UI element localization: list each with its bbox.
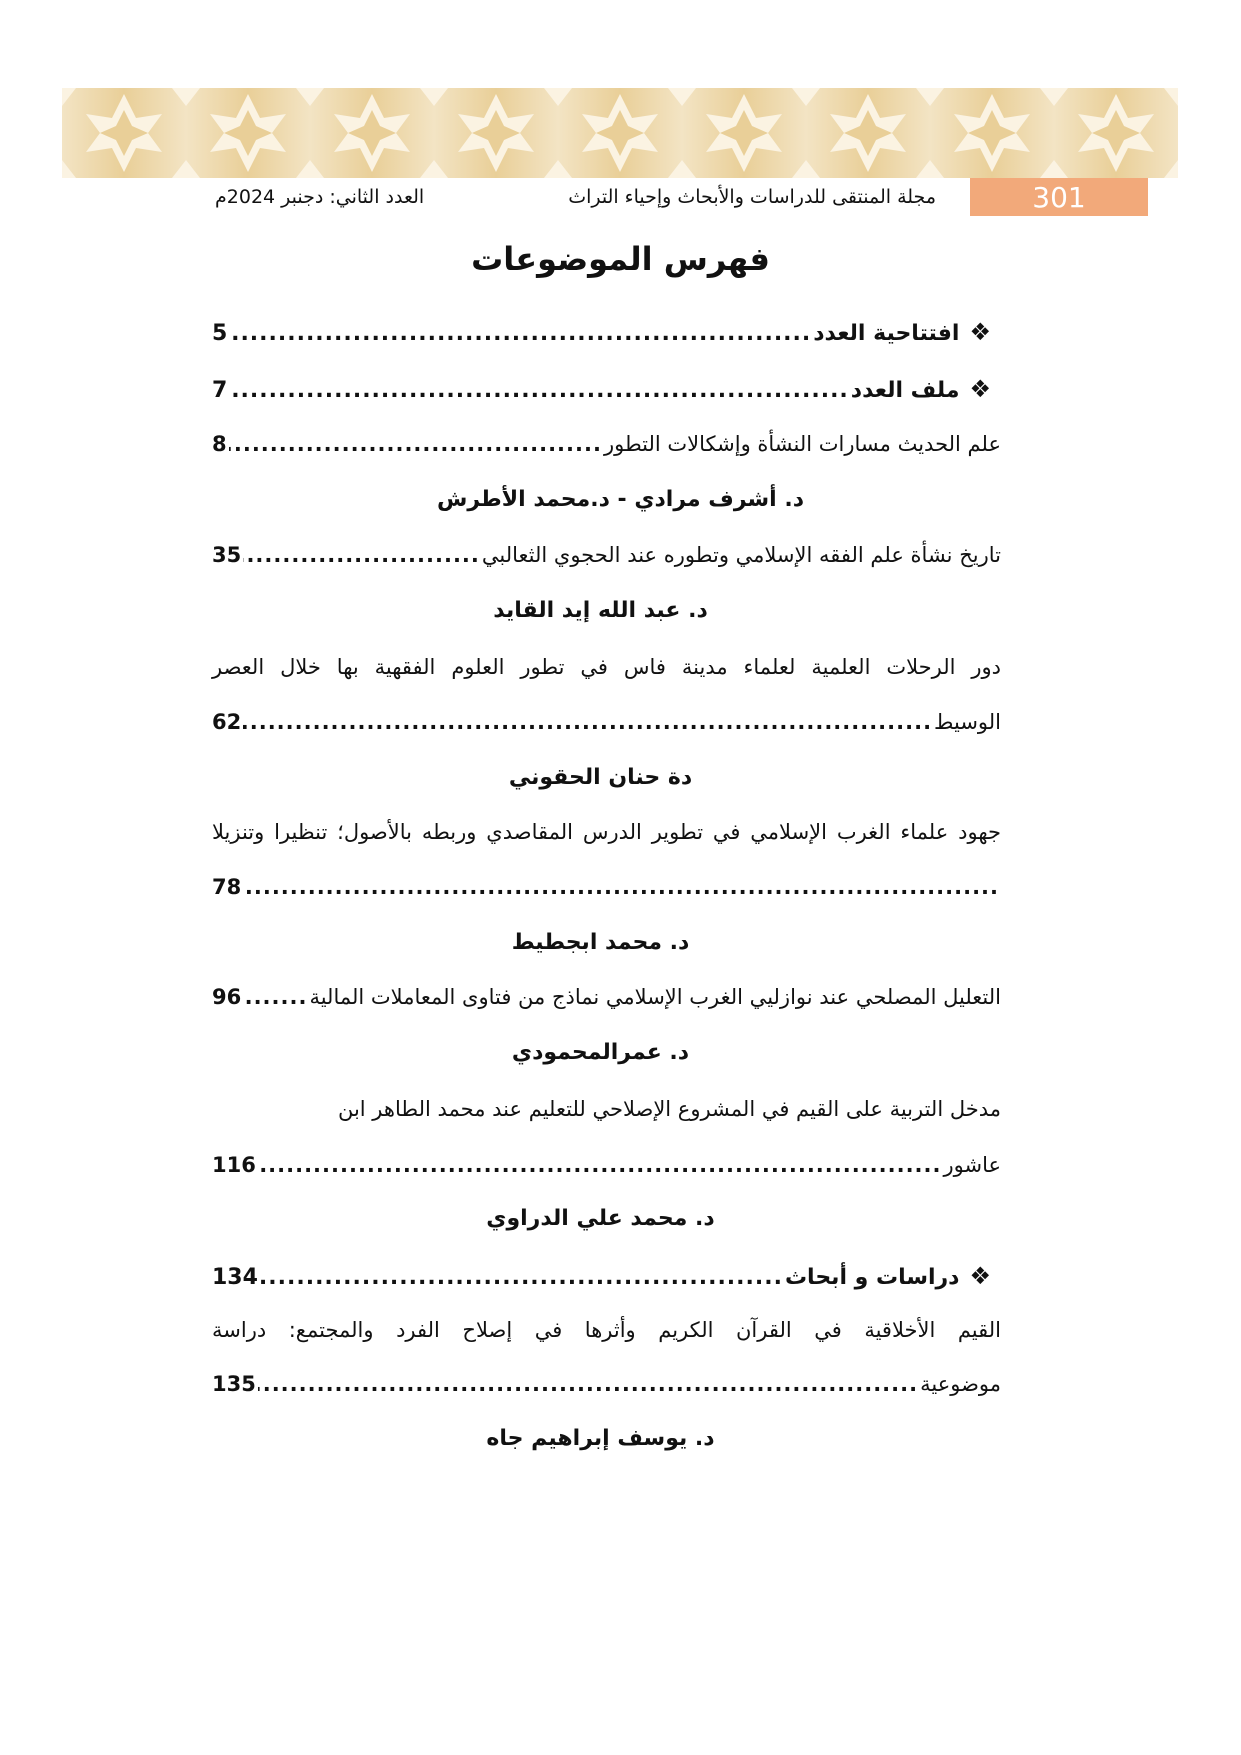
page-ref: 78 (212, 875, 242, 899)
dot-leader (258, 1372, 918, 1396)
page-ref: 5 (212, 321, 228, 346)
page-ref: 135 (212, 1372, 256, 1396)
dot-leader (243, 875, 999, 899)
article-title: الوسيط (934, 710, 1001, 734)
geometric-pattern-icon (62, 88, 1178, 178)
article-author: د. محمد علي الدراوي (486, 1206, 715, 1231)
diamond-bullet-icon: ❖ (969, 318, 991, 346)
decorative-banner (62, 88, 1178, 178)
article-title: عاشور (943, 1153, 1001, 1177)
article-author: د. عمرالمحمودي (511, 1040, 690, 1065)
section-label: ملف العدد (850, 378, 960, 403)
dot-leader (229, 378, 848, 403)
page-ref: 134 (212, 1265, 258, 1290)
toc-entry-studies[interactable] (212, 1262, 991, 1290)
dot-leader (260, 1265, 783, 1290)
article-title: تاريخ نشأة علم الفقه الإسلامي وتطوره عند الحجوي الثعالبي (481, 543, 1001, 567)
dot-leader (243, 543, 480, 567)
toc-entry[interactable] (212, 710, 1001, 734)
diamond-bullet-icon: ❖ (969, 1262, 991, 1290)
article-title: التعليل المصلحي عند نوازليي الغرب الإسلامي نماذج من فتاوى المعاملات المالية (309, 985, 1001, 1009)
page-ref: 8 (212, 432, 227, 456)
dot-leader (243, 710, 932, 734)
article-author: د. محمد ابجطيط (511, 930, 690, 955)
toc-entry[interactable] (212, 875, 1001, 899)
article-title: موضوعية (920, 1372, 1001, 1396)
toc-entry[interactable] (212, 985, 1001, 1009)
article-title-line: جهود علماء الغرب الإسلامي في تطوير الدرس المقاصدي وربطه بالأصول؛ تنظيرا وتنزيلا (212, 820, 1001, 844)
article-title-line: القيم الأخلاقية في القرآن الكريم وأثرها في إصلاح الفرد والمجتمع: دراسة (212, 1318, 1001, 1342)
issue-label: العدد الثاني: دجنبر 2024م (215, 186, 425, 208)
dot-leader (258, 1153, 942, 1177)
toc-entry[interactable] (212, 1153, 1001, 1177)
toc-entry-dossier[interactable] (212, 375, 991, 403)
page-ref: 96 (212, 985, 242, 1009)
page-ref: 116 (212, 1153, 256, 1177)
article-author: د. يوسف إبراهيم جاه (486, 1426, 715, 1451)
article-author: د. أشرف مرادي - د.محمد الأطرش (436, 487, 805, 512)
article-author: د. عبد الله إيد القايد (493, 598, 708, 623)
article-title-line: دور الرحلات العلمية لعلماء مدينة فاس في تطور العلوم الفقهية بها خلال العصر (212, 655, 1001, 679)
toc-entry[interactable] (212, 543, 1001, 567)
article-author: دة حنان الحقوني (508, 765, 693, 790)
diamond-bullet-icon: ❖ (969, 375, 991, 403)
journal-title: مجلة المنتقى للدراسات والأبحاث وإحياء التراث (568, 186, 936, 208)
page-ref: 7 (212, 378, 228, 403)
toc-entry-editorial[interactable] (212, 318, 991, 346)
section-label: افتتاحية العدد (813, 321, 960, 346)
page-ref: 62 (212, 710, 242, 734)
toc-entry[interactable] (212, 432, 1001, 456)
article-title: علم الحديث مسارات النشأة وإشكالات التطور (603, 432, 1001, 456)
dot-leader (243, 985, 307, 1009)
toc-entry[interactable] (212, 1372, 1001, 1396)
dot-leader (229, 321, 811, 346)
page-ref: 35 (212, 543, 242, 567)
article-title-line: مدخل التربية على القيم في المشروع الإصلاحي للتعليم عند محمد الطاهر ابن (337, 1097, 1001, 1121)
page-title: فهرس الموضوعات (471, 240, 770, 278)
dot-leader (229, 432, 602, 456)
page-number: 301 (970, 178, 1148, 216)
section-label: دراسات و أبحاث (784, 1265, 960, 1290)
